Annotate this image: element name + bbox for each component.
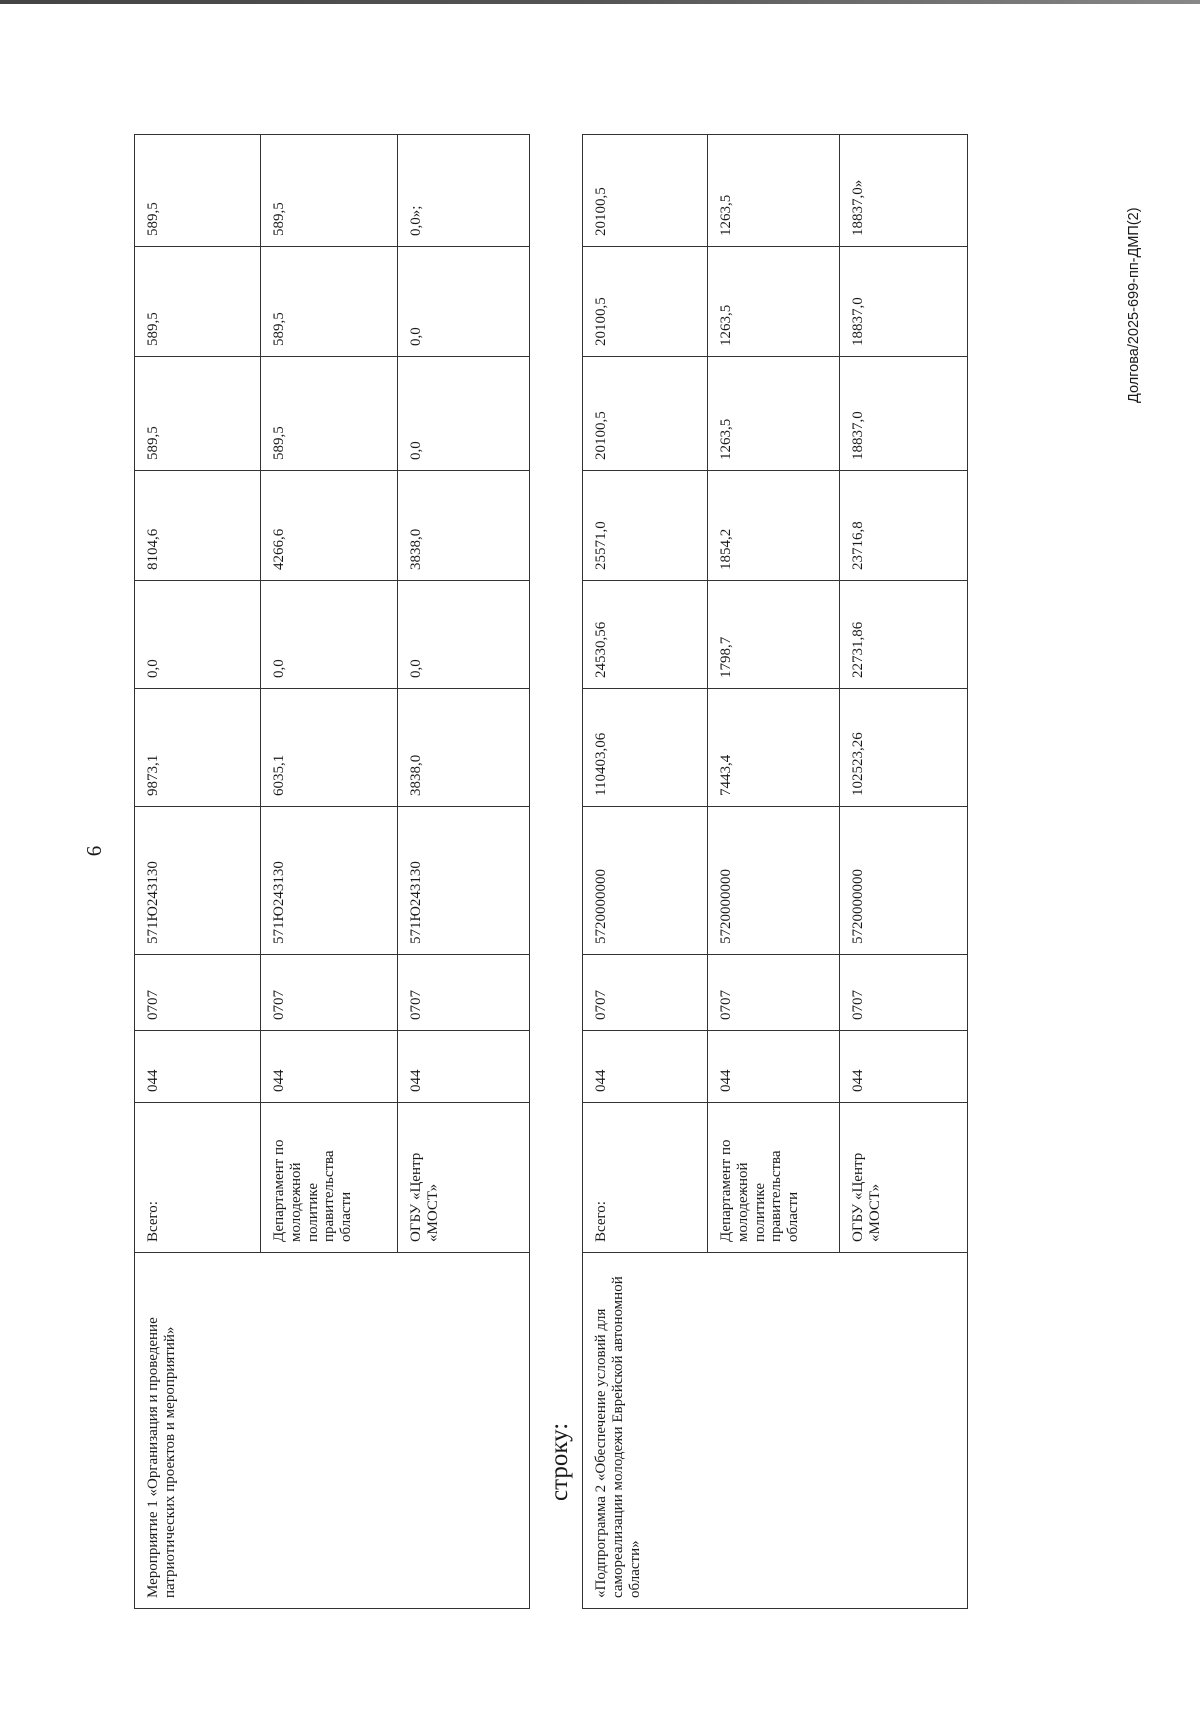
value-cell: 0,0»; [398,135,530,247]
csr-cell: 5720000000 [840,807,968,955]
table-row [583,135,708,1609]
executor-cell: Всего: [135,1103,261,1253]
budget-table-subprogram-2 [582,134,968,1609]
value-cell: 1798,7 [708,581,840,689]
value-cell: 589,5 [135,247,261,357]
value-cell: 18837,0 [840,247,968,357]
grbs-cell: 044 [398,1031,530,1103]
value-cell: 22731,86 [840,581,968,689]
value-cell: 589,5 [261,247,398,357]
document-code: Долгова/2025-699-пп-ДМП(2) [1126,207,1142,403]
executor-cell: ОГБУ «Центр «МОСТ» [398,1103,530,1253]
value-cell: 102523,26 [840,689,968,807]
value-cell: 8104,6 [135,471,261,581]
rzpr-cell: 0707 [708,955,840,1031]
rzpr-cell: 0707 [840,955,968,1031]
value-cell: 589,5 [135,357,261,471]
value-cell: 0,0 [398,357,530,471]
value-cell: 20100,5 [583,357,708,471]
grbs-cell: 044 [840,1031,968,1103]
table-row [135,135,261,1609]
value-cell: 23716,8 [840,471,968,581]
value-cell: 20100,5 [583,135,708,247]
page-number: 6 [82,845,106,857]
value-cell: 7443,4 [708,689,840,807]
csr-cell: 5720000000 [708,807,840,955]
value-cell: 6035,1 [261,689,398,807]
rzpr-cell: 0707 [135,955,261,1031]
rzpr-cell: 0707 [261,955,398,1031]
value-cell: 0,0 [135,581,261,689]
value-cell: 20100,5 [583,247,708,357]
value-cell: 18837,0» [840,135,968,247]
value-cell: 18837,0 [840,357,968,471]
rzpr-cell: 0707 [398,955,530,1031]
rzpr-cell: 0707 [583,955,708,1031]
executor-cell: Департамент по молодежной политике правительства области [708,1103,840,1253]
value-cell: 3838,0 [398,471,530,581]
value-cell: 25571,0 [583,471,708,581]
grbs-cell: 044 [708,1031,840,1103]
executor-cell: ОГБУ «Центр «МОСТ» [840,1103,968,1253]
executor-cell: Департамент по молодежной политике правительства области [261,1103,398,1253]
value-cell: 3838,0 [398,689,530,807]
value-cell: 1263,5 [708,247,840,357]
program-name-cell: Мероприятие 1 «Организация и проведение патриотических проектов и мероприятий» [135,1253,530,1609]
executor-cell: Всего: [583,1103,708,1253]
program-name-cell: «Подпрограмма 2 «Обеспечение условий для самореализации молодежи Еврейской автономной области» [583,1253,968,1609]
value-cell: 1263,5 [708,135,840,247]
value-cell: 0,0 [398,247,530,357]
grbs-cell: 044 [583,1031,708,1103]
value-cell: 24530,56 [583,581,708,689]
value-cell: 1854,2 [708,471,840,581]
grbs-cell: 044 [261,1031,398,1103]
budget-table-event-1 [134,134,530,1609]
csr-cell: 5720000000 [583,807,708,955]
grbs-cell: 044 [135,1031,261,1103]
separator-text: строку: [546,1422,573,1501]
value-cell: 110403,06 [583,689,708,807]
value-cell: 589,5 [261,135,398,247]
value-cell: 589,5 [261,357,398,471]
csr-cell: 571Ю243130 [261,807,398,955]
value-cell: 589,5 [135,135,261,247]
csr-cell: 571Ю243130 [398,807,530,955]
value-cell: 4266,6 [261,471,398,581]
csr-cell: 571Ю243130 [135,807,261,955]
value-cell: 1263,5 [708,357,840,471]
value-cell: 0,0 [398,581,530,689]
value-cell: 0,0 [261,581,398,689]
value-cell: 9873,1 [135,689,261,807]
